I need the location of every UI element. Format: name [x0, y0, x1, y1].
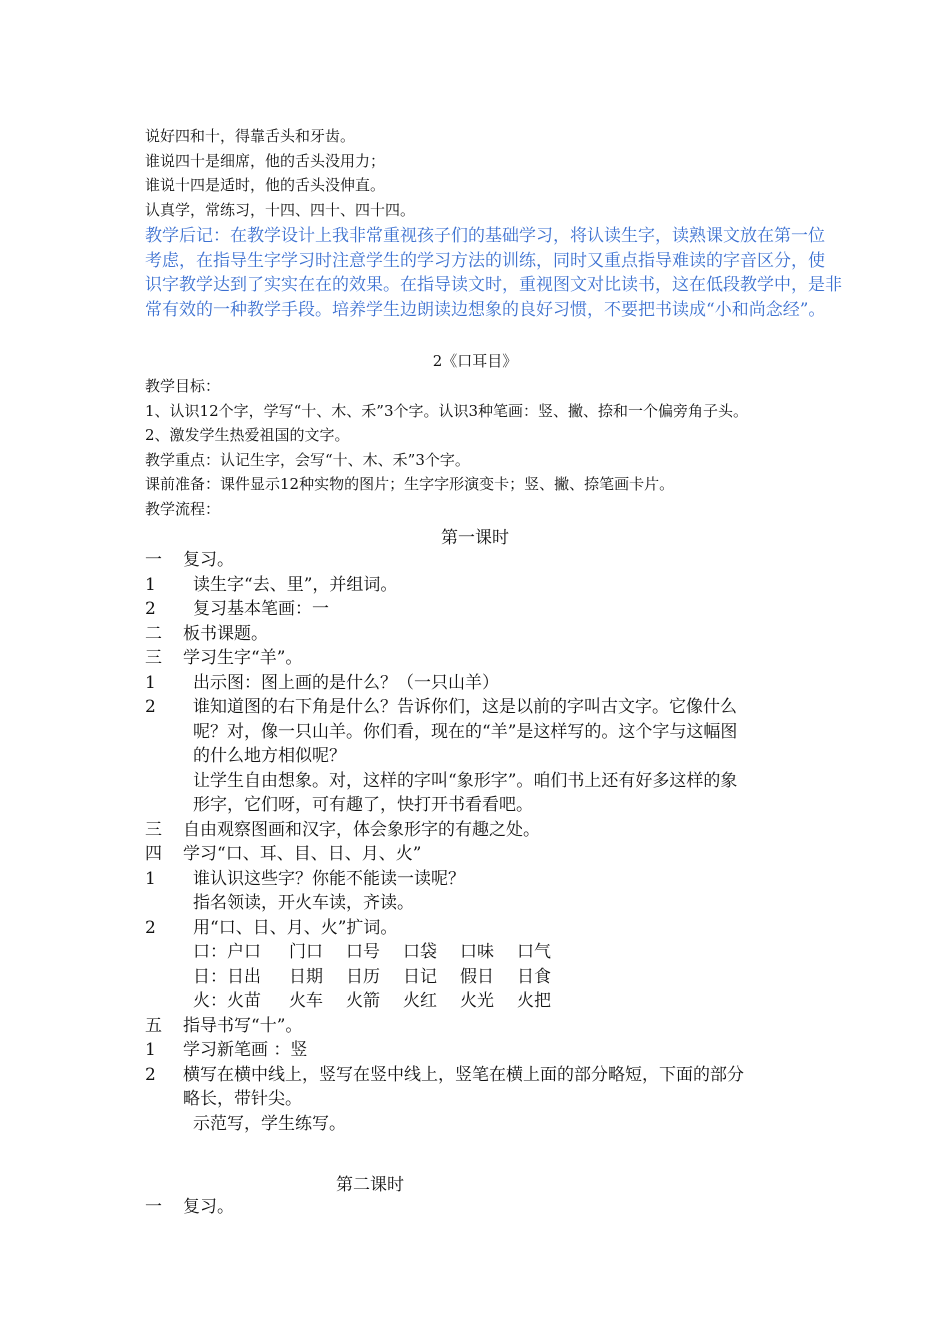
poem-line: 谁说四十是细席，他的舌头没用力； [145, 151, 386, 170]
plan-procedure-heading: 教学流程： [145, 499, 221, 518]
step-item [145, 597, 744, 622]
step-number: 1 [145, 868, 156, 889]
step-item [145, 1014, 744, 1039]
step-text: 用“口、日、月、火”扩词。 [193, 917, 398, 938]
teaching-reflection [145, 224, 842, 322]
word: 火把 [517, 991, 551, 1011]
step-item [145, 916, 744, 941]
plan-preparation: 课前准备：课件显示12种实物的图片；生字字形演变卡；竖、撇、捺笔画卡片。 [145, 475, 675, 493]
step-number: 2 [145, 1064, 156, 1085]
step-text: 复习。 [183, 1197, 234, 1217]
step-item [145, 622, 744, 647]
poem [145, 124, 415, 222]
step-text: 横写在横中线上，竖写在竖中线上，竖笔在横上面的部分略短，下面的部分 [183, 1064, 744, 1085]
word-list-head: 日：日出 [193, 966, 261, 987]
step-item [145, 573, 744, 598]
step-number: 五 [145, 1015, 162, 1036]
step-item [145, 646, 744, 671]
word: 假日 [460, 966, 494, 987]
word: 火箭 [346, 991, 380, 1011]
step-text: 学习“口、耳、目、日、月、火” [183, 844, 422, 864]
step-text: 谁知道图的右下角是什么？告诉你们，这是以前的字叫古文字。它像什么 [193, 697, 737, 717]
plan-objectives-heading: 教学目标： [145, 377, 221, 395]
reflection-line: 考虑，在指导生字学习时注意学生的学习方法的训练，同时又重点指导难读的字音区分，使 [145, 250, 825, 271]
word-list-head: 火：火苗 [193, 991, 261, 1011]
step-item [145, 842, 744, 867]
step-number: 三 [145, 648, 162, 668]
step-continuation: 的什么地方相似呢？ [193, 746, 346, 766]
step-text: 复习基本笔画：一 [193, 599, 329, 619]
step-item [145, 1063, 744, 1088]
lesson-title: 2《口耳目》 [432, 352, 518, 370]
word-list-row [145, 965, 744, 990]
step-number: 三 [145, 819, 162, 840]
step-item [145, 1195, 234, 1220]
word: 日记 [403, 966, 437, 987]
step-text: 谁认识这些字？你能不能读一读呢？ [193, 868, 465, 889]
step-number: 2 [145, 917, 156, 938]
poem-line: 说好四和十，得靠舌头和牙齿。 [145, 127, 356, 145]
step-number: 1 [145, 574, 156, 595]
step-text: 指导书写“十”。 [183, 1015, 303, 1036]
word: 口味 [460, 942, 494, 962]
word: 日食 [517, 966, 551, 987]
step-text: 出示图：图上画的是什么？（一只山羊） [193, 672, 499, 693]
step-text: 学习新笔画 ：竖 [183, 1040, 308, 1060]
step-item [145, 548, 744, 573]
step-item [145, 695, 744, 720]
plan-key-points: 教学重点：认记生字，会写“十、木、禾”3个字。 [145, 450, 470, 469]
word-list-row [145, 940, 744, 965]
plan-objective: 1、认识12个字，学写“十、木、禾”3个字。认识3种笔画：竖、撇、捺和一个偏旁角子头。 [145, 401, 749, 420]
step-continuation: 让学生自由想象。对，这样的字叫“象形字”。咱们书上还有好多这样的象 [193, 770, 738, 791]
lesson-plan [145, 374, 748, 521]
step-item [145, 867, 744, 892]
step-number: 1 [145, 672, 156, 693]
reflection-line: 常有效的一种教学手段。培养学生边朗读边想象的良好习惯，不要把书读成“小和尚念经”。 [145, 299, 826, 320]
step-text: 读生字“去、里”，并组词。 [193, 574, 398, 595]
word: 火光 [460, 991, 494, 1011]
word: 口号 [346, 942, 380, 962]
step-text: 学习生字“羊”。 [183, 648, 303, 668]
word-list-row [145, 989, 744, 1014]
word: 火红 [403, 991, 437, 1011]
word: 口气 [517, 942, 551, 962]
step-item [145, 671, 744, 696]
step-note: 示范写，学生练写。 [193, 1113, 346, 1134]
poem-line: 认真学，常练习，十四、四十、四十四。 [145, 200, 416, 219]
period-one-title: 第一课时 [441, 528, 509, 548]
step-number: 二 [145, 623, 162, 644]
step-continuation: 指名领读，开火车读，齐读。 [193, 893, 414, 913]
step-text: 板书课题。 [183, 623, 268, 644]
step-continuation: 略长，带针尖。 [183, 1089, 302, 1109]
step-number: 一 [145, 1197, 162, 1217]
step-text: 复习。 [183, 550, 234, 570]
step-number: 一 [145, 550, 162, 570]
word: 日历 [346, 966, 380, 987]
period-one-steps [145, 548, 744, 1136]
step-number: 2 [145, 599, 156, 619]
step-continuation: 呢？对，像一只山羊。你们看，现在的“羊”是这样写的。这个字与这幅图 [193, 721, 738, 742]
word: 门口 [289, 942, 323, 962]
plan-objective: 2、激发学生热爱祖国的文字。 [145, 426, 350, 444]
word: 口袋 [403, 942, 437, 962]
step-continuation: 形字，它们呀，可有趣了，快打开书看看吧。 [193, 795, 533, 815]
word: 日期 [289, 966, 323, 987]
step-number: 四 [145, 844, 162, 864]
period-two-title: 第二课时 [336, 1175, 404, 1195]
word: 火车 [289, 991, 323, 1011]
word-list-head: 口：户口 [193, 942, 261, 962]
step-item [145, 818, 744, 843]
step-number: 1 [145, 1040, 156, 1060]
step-number: 2 [145, 697, 156, 717]
poem-line: 谁说十四是适时，他的舌头没伸直。 [145, 176, 386, 194]
step-text: 自由观察图画和汉字，体会象形字的有趣之处。 [183, 819, 540, 840]
reflection-line: 教学后记：在教学设计上我非常重视孩子们的基础学习，将认读生字，读熟课文放在第一位 [145, 226, 825, 246]
step-item [145, 1038, 744, 1063]
period-two-steps [145, 1195, 234, 1220]
reflection-line: 识字教学达到了实实在在的效果。在指导读文时，重视图文对比读书，这在低段教学中，是非 [145, 275, 842, 295]
